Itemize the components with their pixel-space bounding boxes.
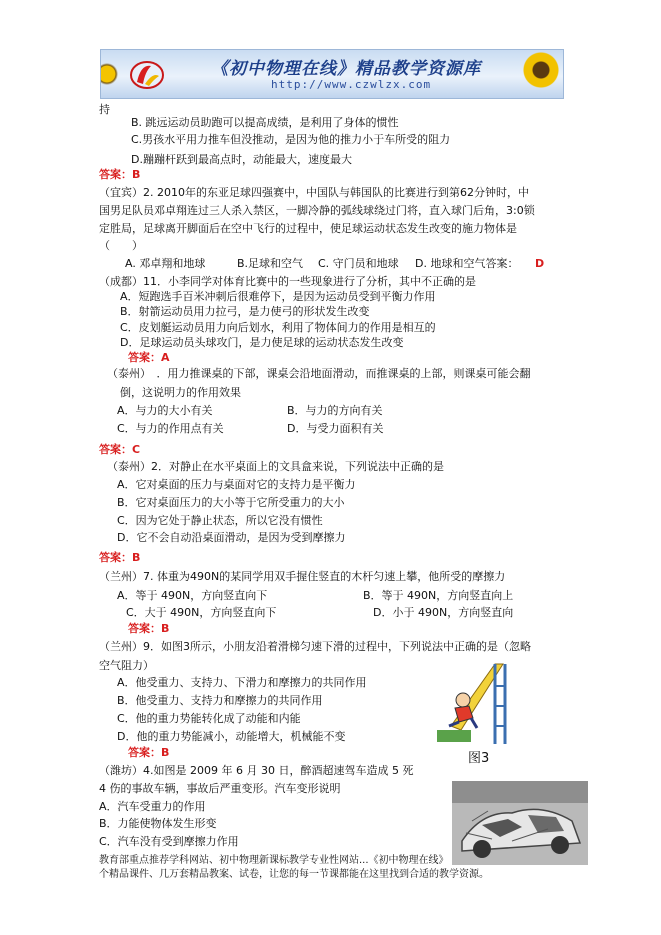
text-line: 定胜局，足球离开脚面后在空中飞行的过程中，使足球运动状态发生改变的施力物体是 — [99, 222, 517, 235]
sunflower-right-image — [495, 50, 563, 98]
figure-3-caption: 图3 — [468, 751, 490, 766]
wrecked-car-photo — [452, 781, 588, 865]
answer-line: D — [535, 257, 545, 270]
slide-illustration-image — [433, 656, 517, 748]
site-url[interactable]: http://www.czwlzx.com — [271, 78, 432, 91]
text-line: （ ） — [99, 239, 143, 252]
text-line: 空气阻力） — [99, 659, 154, 672]
text-line: （兰州）9．如图3所示，小朋友沿着滑梯匀速下滑的过程中，下列说法中正确的是（忽略 — [99, 640, 531, 653]
answer-line: 答案：C — [99, 443, 141, 456]
footer-line-1: 教育部重点推荐学科网站、初中物理新课标教学专业性网站...《初中物理在线》 — [99, 855, 449, 866]
text-line: （泰州） ．用力推课桌的下部，课桌会沿地面滑动，而推课桌的上部，则课桌可能会翻 — [107, 367, 531, 380]
text-line: 国男足队员邓卓翔连过三人杀入禁区，一脚冷静的弧线球绕过门将，直入球门后角，3:0锁 — [99, 204, 535, 217]
answer-line: 答案：B — [99, 168, 141, 181]
sunflower-left-image — [101, 50, 121, 98]
text-line: B．力能使物体发生形变 — [99, 817, 217, 830]
footer-line-2: 个精品课件、几万套精品教案、试卷，让您的每一节课都能在这里找到合适的教学资源。 — [99, 869, 489, 880]
site-logo-icon — [127, 58, 167, 92]
text-line: A. 邓卓翔和地球 — [125, 257, 206, 270]
text-line: （潍坊）4.如图是 2009 年 6 月 30 日，醉酒超速驾车造成 5 死 — [99, 764, 414, 777]
text-line: D．足球运动员头球攻门，是力使足球的运动状态发生改变 — [120, 336, 404, 349]
text-line: B．他受重力、支持力和摩擦力的共同作用 — [117, 694, 323, 707]
text-line: 4 伤的事故车辆，事故后严重变形。汽车变形说明 — [99, 782, 341, 795]
text-line: 倒，这说明力的作用效果 — [120, 386, 241, 399]
site-title: 《初中物理在线》精品教学资源库 — [211, 59, 481, 79]
text-line: D．与受力面积有关 — [287, 422, 384, 435]
text-line: C．皮划艇运动员用力向后划水，利用了物体间力的作用是相互的 — [120, 321, 436, 334]
text-line: D．他的重力势能减小，动能增大，机械能不变 — [117, 730, 346, 743]
text-line: C．汽车没有受到摩擦力作用 — [99, 835, 239, 848]
text-line: （宜宾）2. 2010年的东亚足球四强赛中，中国队与韩国队的比赛进行到第62分钟时，中 — [99, 186, 529, 199]
text-line: D．它不会自动沿桌面滑动，是因为受到摩擦力 — [117, 531, 346, 544]
text-line: D．小于 490N，方向竖直向 — [373, 606, 514, 619]
answer-line: 答案：B — [99, 551, 141, 564]
text-line: B．它对桌面压力的大小等于它所受重力的大小 — [117, 496, 345, 509]
text-line: （泰州）2．对静止在水平桌面上的文具盒来说，下列说法中正确的是 — [107, 460, 444, 473]
text-line: （成都）11．小李同学对体育比赛中的一些现象进行了分析，其中不正确的是 — [99, 275, 476, 288]
text-line: B．等于 490N，方向竖直向上 — [363, 589, 514, 602]
text-line: C．因为它处于静止状态，所以它没有惯性 — [117, 514, 323, 527]
text-line: B.足球和空气 — [237, 257, 304, 270]
text-line: A．与力的大小有关 — [117, 404, 213, 417]
text-line: D. 地球和空气答案： — [415, 257, 519, 270]
text-line: A．等于 490N，方向竖直向下 — [117, 589, 268, 602]
text-line: B. 跳远运动员助跑可以提高成绩，是利用了身体的惯性 — [131, 116, 399, 129]
text-line: C. 守门员和地球 — [318, 257, 399, 270]
text-line: B．射箭运动员用力拉弓，是力使弓的形状发生改变 — [120, 305, 370, 318]
answer-line: 答案：A — [128, 351, 170, 364]
text-line: （兰州）7. 体重为490N的某同学用双手握住竖直的木杆匀速上攀，他所受的摩擦力 — [99, 570, 506, 583]
text-line: A．它对桌面的压力与桌面对它的支持力是平衡力 — [117, 478, 356, 491]
text-line: A．汽车受重力的作用 — [99, 800, 206, 813]
text-line: B．与力的方向有关 — [287, 404, 383, 417]
answer-line: 答案：B — [128, 746, 170, 759]
text-line: D.蹦蹦杆跃到最高点时，动能最大，速度最大 — [131, 153, 352, 166]
text-line: C．与力的作用点有关 — [117, 422, 224, 435]
answer-line: 答案：B — [128, 622, 170, 635]
text-line: C．他的重力势能转化成了动能和内能 — [117, 712, 301, 725]
text-line: A．他受重力、支持力、下滑力和摩擦力的共同作用 — [117, 676, 367, 689]
text-line: C.男孩水平用力推车但没推动，是因为他的推力小于车所受的阻力 — [131, 133, 451, 146]
text-line: 持 — [99, 103, 110, 116]
header-banner — [100, 49, 564, 99]
text-line: C．大于 490N，方向竖直向下 — [126, 606, 277, 619]
text-line: A．短跑选手百米冲刺后很难停下，是因为运动员受到平衡力作用 — [120, 290, 436, 303]
